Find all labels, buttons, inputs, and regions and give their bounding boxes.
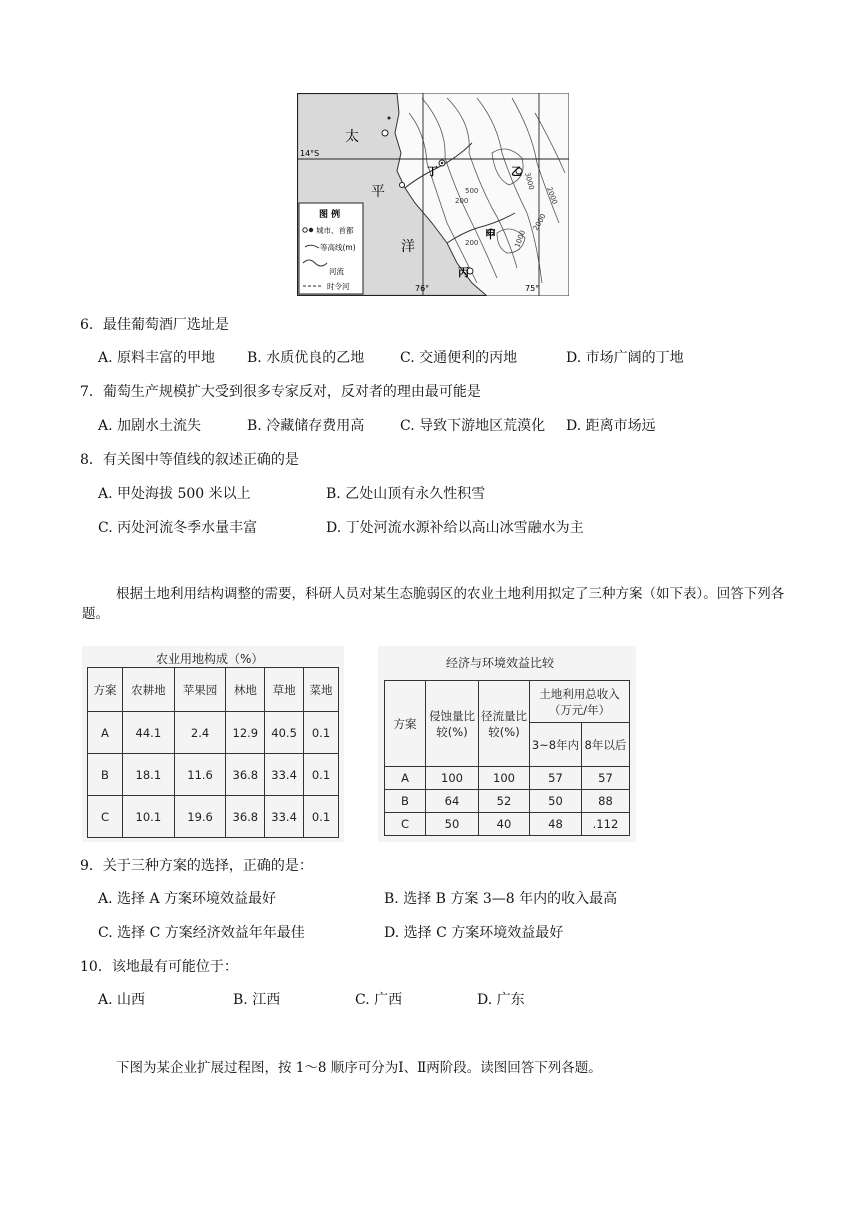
map-label-bing: 丙 [458,266,469,279]
table2-header-scheme: 方案 [385,681,426,767]
q8-option-a[interactable]: A. 甲处海拔 500 米以上 [98,486,251,502]
table-cell: B [385,790,426,813]
table-cell: 0.1 [304,712,339,754]
legend-contour: 等高线(m) [320,243,356,252]
q6-option-c[interactable]: C. 交通便利的丙地 [400,350,518,366]
contour-2000-a: 2000 [531,212,548,232]
table-cell: 64 [426,790,479,813]
benefit-table-scan [378,646,636,842]
table-row [88,712,339,754]
table-cell: 2.4 [174,712,226,754]
table-cell: 36.8 [226,796,265,838]
q10-option-b[interactable]: B. 江西 [233,992,281,1008]
q7-option-c[interactable]: C. 导致下游地区荒漠化 [400,418,546,434]
question-7: 7．葡萄生产规模扩大受到很多专家反对，反对者的理由最可能是 [80,384,481,400]
table-cell: 57 [530,767,582,790]
q6-option-a[interactable]: A. 原料丰富的甲地 [98,350,216,366]
q9-option-a[interactable]: A. 选择 A 方案环境效益最好 [98,891,277,907]
contour-200: 200 [455,197,469,205]
question-6: 6．最佳葡萄酒厂选址是 [80,317,229,333]
land-use-table [87,667,339,838]
q6-option-b[interactable]: B. 水质优良的乙地 [247,350,365,366]
q10-option-a[interactable]: A. 山西 [98,992,146,1008]
table-cell: 50 [426,813,479,836]
contour-3000: 3000 [523,171,536,191]
legend-title: 图 例 [319,210,341,220]
table-cell: A [88,712,123,754]
table-cell: A [385,767,426,790]
table-cell: 0.1 [304,796,339,838]
legend-river: 河流 [329,267,344,276]
table-cell: C [385,813,426,836]
table-cell: 11.6 [174,754,226,796]
table1-header: 林地 [226,668,265,712]
map-label-yi: 乙 [511,165,522,178]
table1-header: 农耕地 [122,668,174,712]
map-label-ding: 丁 [427,165,438,178]
legend-city: 城市、首都 [316,226,354,235]
table-row [385,767,630,790]
contour-1000: 1000 [513,229,527,249]
q8-option-d[interactable]: D. 丁处河流水源补给以高山冰雪融水为主 [326,520,584,536]
table2-header-runoff: 径流量比较(%) [479,681,530,767]
table-cell: 10.1 [122,796,174,838]
table2-header-erosion: 侵蚀量比较(%) [426,681,479,767]
table-cell: 40 [479,813,530,836]
contour-500: 500 [465,187,479,195]
table-cell: 44.1 [122,712,174,754]
table-cell: 40.5 [265,712,304,754]
intro-paragraph-2: 下图为某企业扩展过程图，按 1～8 顺序可分为Ⅰ、Ⅱ两阶段。读图回答下列各题。 [116,1060,602,1076]
legend-seasonal: 时令河 [327,282,350,291]
q7-option-a[interactable]: A. 加剧水土流失 [98,418,202,434]
contour-200-b: 200 [465,239,479,247]
table-row [385,790,630,813]
table-cell: 33.4 [265,754,304,796]
contour-2000-b: 2000 [545,185,559,206]
table-row [88,754,339,796]
table-cell: 12.9 [226,712,265,754]
benefit-comparison-table [384,680,630,836]
map-label-lat: 14°S [300,149,320,158]
map-label-jia: 甲 [485,228,496,241]
q10-option-c[interactable]: C. 广西 [355,992,403,1008]
peru-coast-map [297,93,569,296]
intro-paragraph-1: 根据土地利用结构调整的需要，科研人员对某生态脆弱区的农业土地利用拟定了三种方案（如下表）。回答下列各题。 [82,586,785,622]
q10-option-d[interactable]: D. 广东 [477,992,525,1008]
table-cell: B [88,754,123,796]
table-cell: 18.1 [122,754,174,796]
table-cell: 48 [530,813,582,836]
table2-header-income: 土地利用总收入（万元/年） [530,681,630,723]
table-row [88,796,339,838]
question-9: 9．关于三种方案的选择，正确的是： [80,858,313,874]
table-cell: 19.6 [174,796,226,838]
table-cell: 36.8 [226,754,265,796]
table-cell: 33.4 [265,796,304,838]
table1-header: 草地 [265,668,304,712]
map-label-pacific-3: 洋 [401,239,415,255]
table2-header-3-8-years: 3~8年内 [530,723,582,767]
table-cell: 57 [581,767,629,790]
table-cell: 52 [479,790,530,813]
map-label-pacific-2: 平 [371,184,385,200]
table-cell: 100 [426,767,479,790]
table-cell: 88 [581,790,629,813]
table2-header-after-8-years: 8年以后 [581,723,629,767]
map-label-lon-76: 76° [415,284,430,293]
table2-caption: 经济与环境效益比较 [446,656,555,670]
q9-option-c[interactable]: C. 选择 C 方案经济效益年年最佳 [98,925,305,941]
map-label-lon-75: 75° [525,284,540,293]
table-cell: 0.1 [304,754,339,796]
table1-caption: 农业用地构成（%） [156,652,264,666]
question-8: 8．有关图中等值线的叙述正确的是 [80,452,299,468]
question-10: 10．该地最有可能位于： [80,959,238,975]
land-use-table-scan [82,646,344,842]
table-cell: .112 [581,813,629,836]
table-cell: 100 [479,767,530,790]
table-cell: 50 [530,790,582,813]
table1-header: 菜地 [304,668,339,712]
table1-header: 苹果园 [174,668,226,712]
table-row [385,813,630,836]
map-label-pacific-1: 太 [345,129,359,145]
q7-option-d[interactable]: D. 距离市场远 [566,418,656,434]
q9-option-d[interactable]: D. 选择 C 方案环境效益最好 [384,925,564,941]
q6-option-d[interactable]: D. 市场广阔的丁地 [566,350,684,366]
table-cell: C [88,796,123,838]
q7-option-b[interactable]: B. 冷藏储存费用高 [247,418,365,434]
q9-option-b[interactable]: B. 选择 B 方案 3—8 年内的收入最高 [384,891,618,907]
table1-header: 方案 [88,668,123,712]
q8-option-b[interactable]: B. 乙处山顶有永久性积雪 [326,486,486,502]
q8-option-c[interactable]: C. 丙处河流冬季水量丰富 [98,520,258,536]
map-figure [297,93,569,296]
